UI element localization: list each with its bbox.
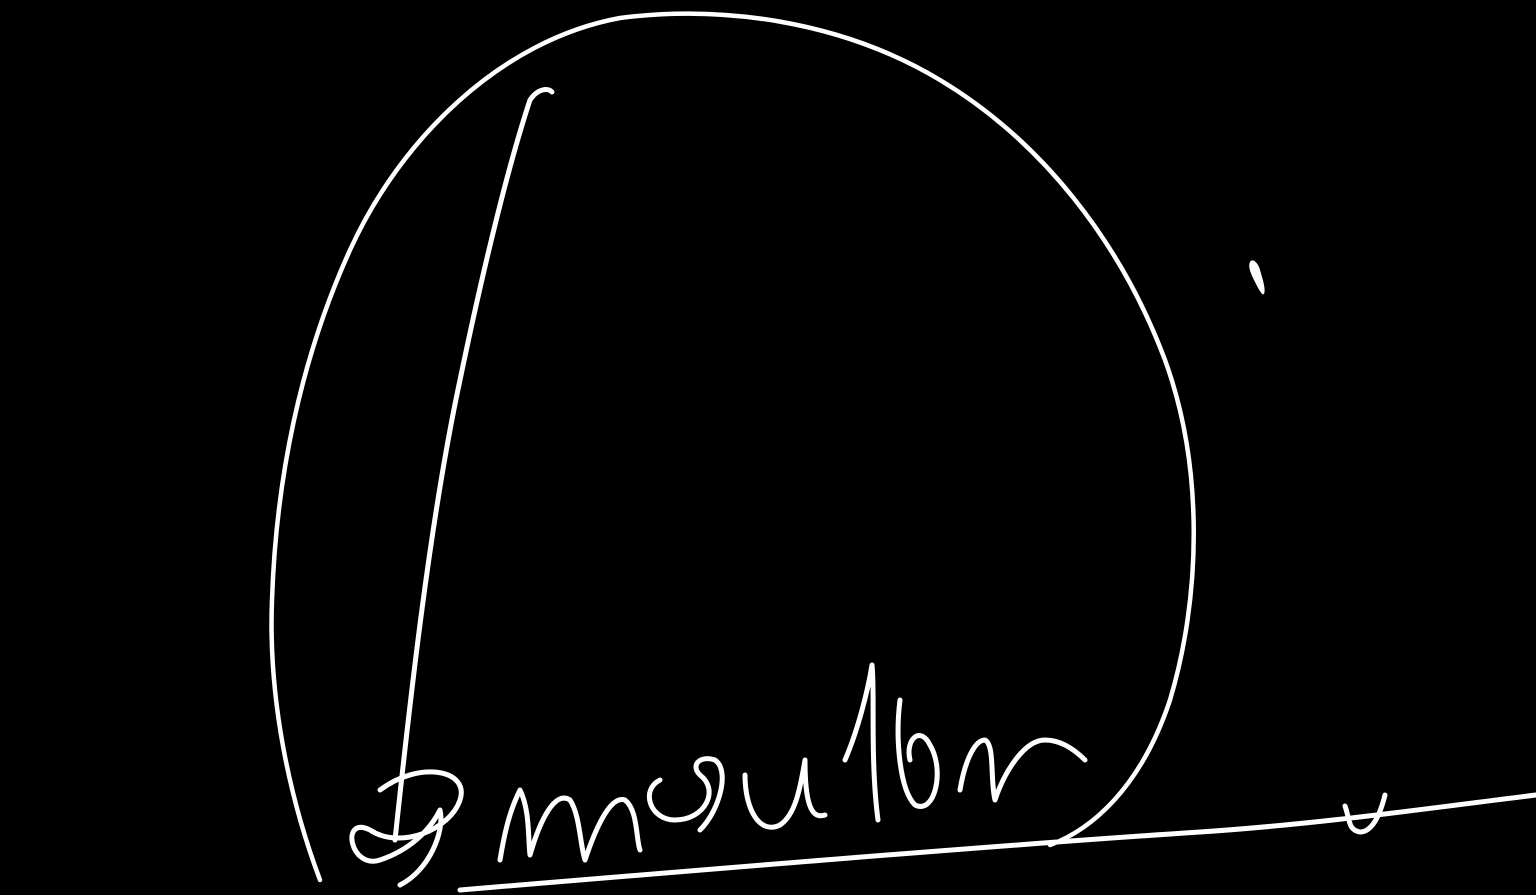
signature-l-stroke (845, 665, 878, 820)
signature-m-stroke (500, 790, 640, 860)
signature-o-stroke (649, 759, 722, 830)
signature-small-mark (1345, 795, 1385, 832)
signature-tall-stroke (395, 90, 552, 840)
signature-loop-stroke (272, 14, 1194, 880)
signature-final-stroke (960, 740, 1085, 800)
signature-underline-stroke (460, 795, 1536, 890)
signature-lower-loop-stroke (352, 772, 461, 885)
signature-dot (1249, 260, 1264, 294)
signature-u-stroke (745, 760, 825, 827)
signature-b-stroke (898, 700, 937, 806)
